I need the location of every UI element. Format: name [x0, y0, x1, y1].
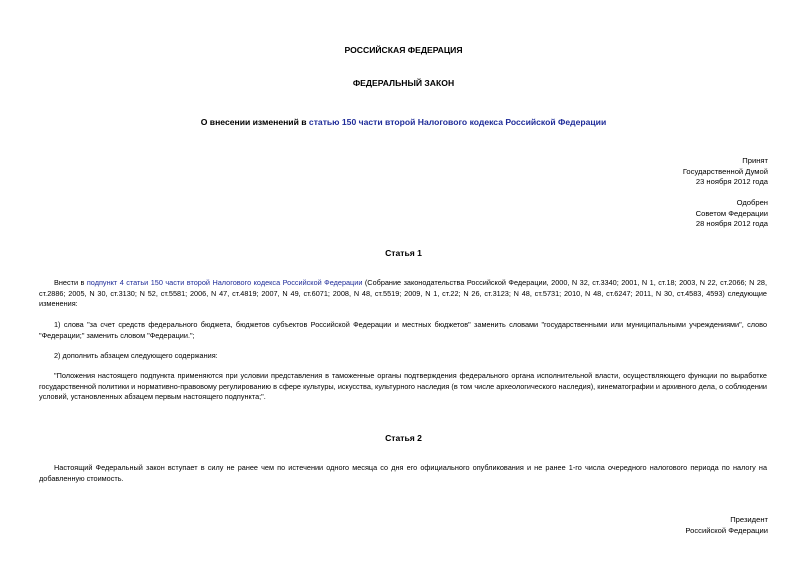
adoption-label: Принят: [742, 156, 768, 165]
approval-body: Советом Федерации: [695, 208, 768, 218]
signature-title: Президент: [730, 515, 768, 524]
approval-block: [696, 198, 768, 230]
article1-quote: "Положения настоящего подпункта применяются при условии представления в таможенные органы подтверждения федерального органа исполнительной власти, осуществляющего функции по выработке государственной политики и нормативно-правовому регулированию в сфере культуры, искусства, культурного наследия (в том числе археологического наследия), кинематографии и архивного дела, о соблюдении условий, установленных абзацем первым настоящего подпункта;".: [39, 371, 767, 402]
article1-intro-pre: Внести в: [54, 278, 87, 287]
article1-intro-link[interactable]: подпункт 4 статьи 150 части второй Налогового кодекса Российской Федерации: [86, 278, 363, 287]
article1-intro-post: (Собрание законодательства Российской Федерации, 2000, N 32, ст.3340; 2001, N 1, ст.18; 2003, N 22, ст.2066; N 28, ст.2886; 2005, N 30, ст.3130; N 52, ст.5581; 2006, N 47, ст.4819; 2007, N 49, ст.6071; 2008, N 48, ст.5519; 2009, N 1, ст.22; N 26, ст.3123; N 48, ст.5731; 2010, N 48, ст.6247; 2011, N 30, ст.4583, 4593) следующие изменения:: [39, 278, 768, 309]
signature-block: [685, 515, 768, 536]
adoption-body: Государственной Думой: [682, 166, 768, 176]
adoption-block: [683, 156, 768, 188]
article1-heading: Статья 1: [385, 248, 422, 258]
law-title-prefix: О внесении изменений в: [200, 117, 309, 127]
law-type-heading: ФЕДЕРАЛЬНЫЙ ЗАКОН: [352, 78, 455, 88]
adoption-date: 23 ноября 2012 года: [695, 177, 768, 186]
article1-intro: [39, 278, 767, 310]
approval-date: 28 ноября 2012 года: [695, 219, 768, 228]
signature-country: Российской Федерации: [685, 525, 768, 535]
article2-text: Настоящий Федеральный закон вступает в силу не ранее чем по истечении одного месяца со дня его официального опубликования и не ранее 1-го числа очередного налогового периода по налогу на добавленную стоимость.: [39, 463, 767, 483]
article1-item1: 1) слова "за счет средств федерального бюджета, бюджетов субъектов Российской Федерации и местных бюджетов" заменить словами "государственными или муниципальными учреждениями", слово "Федерации;" заменить словом "Федерации.";: [39, 320, 767, 340]
law-title: [0, 117, 807, 127]
state-heading: РОССИЙСКАЯ ФЕДЕРАЦИЯ: [344, 45, 463, 55]
article1-item2: 2) дополнить абзацем следующего содержания:: [54, 351, 218, 360]
article2-heading: Статья 2: [385, 433, 422, 443]
law-title-link[interactable]: статью 150 части второй Налогового кодекса Российской Федерации: [308, 117, 607, 127]
approval-label: Одобрен: [736, 198, 768, 207]
